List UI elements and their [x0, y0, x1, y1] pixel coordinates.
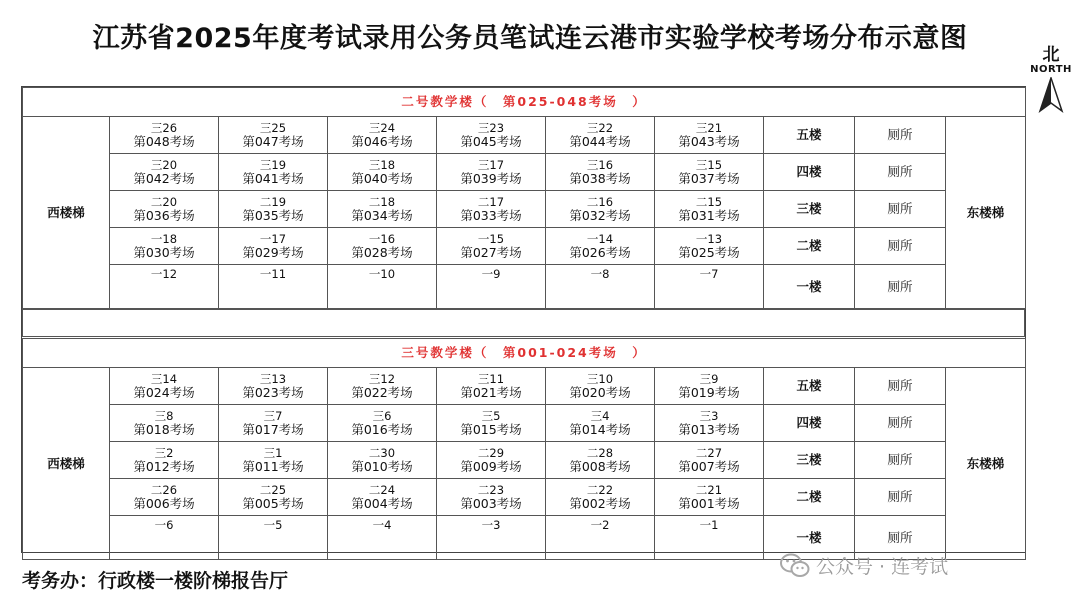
exam-room-label: 第048考场: [133, 133, 195, 149]
classroom-number: 一7: [699, 267, 719, 281]
classroom-cell: [437, 228, 546, 265]
toilet-label: 厕所: [855, 442, 946, 479]
classroom-number: 三21: [695, 120, 723, 135]
classroom-number: 三8: [154, 408, 174, 423]
classroom-number: 三5: [481, 408, 501, 423]
floor-label: 四楼: [764, 405, 855, 442]
classroom-number: 一10: [368, 267, 396, 281]
exam-room-label: 第023考场: [242, 384, 304, 400]
classroom-number: 一15: [477, 231, 505, 246]
classroom-cell: [219, 228, 328, 265]
floor-label: 五楼: [764, 368, 855, 405]
exam-room-label: 第016考场: [351, 421, 413, 437]
classroom-cell: [328, 117, 437, 154]
classroom-cell: [328, 154, 437, 191]
classroom-cell: [110, 442, 219, 479]
exam-room-label: 第018考场: [133, 421, 195, 437]
exam-room-label: 第045考场: [460, 133, 522, 149]
toilet-label: 厕所: [855, 117, 946, 154]
exam-room-label: 第002考场: [569, 495, 631, 511]
exam-room-label: 第035考场: [242, 207, 304, 223]
exam-room-label: 第036考场: [133, 207, 195, 223]
exam-room-label: 第008考场: [569, 458, 631, 474]
classroom-number: 二25: [259, 482, 287, 497]
classroom-number: 一2: [590, 518, 610, 532]
classroom-cell: [437, 265, 546, 309]
exam-room-label: 第009考场: [460, 458, 522, 474]
exam-room-label: 第038考场: [569, 170, 631, 186]
exam-room-label: 第014考场: [569, 421, 631, 437]
classroom-cell: [110, 117, 219, 154]
classroom-cell: [437, 368, 546, 405]
classroom-cell: [328, 228, 437, 265]
floor-row: [23, 265, 1026, 309]
classroom-number: 三12: [368, 371, 396, 386]
classroom-number: 二17: [477, 194, 505, 209]
floor-label: 二楼: [764, 479, 855, 516]
classroom-cell: [110, 516, 219, 560]
watermark: [780, 552, 948, 579]
classroom-number: 二27: [695, 445, 723, 460]
classroom-cell: [328, 368, 437, 405]
exam-room-label: 第027考场: [460, 244, 522, 260]
classroom-number: 三19: [259, 157, 287, 172]
classroom-number: 二30: [368, 445, 396, 460]
classroom-cell: [437, 117, 546, 154]
exam-room-label: 第012考场: [133, 458, 195, 474]
classroom-cell: [219, 368, 328, 405]
classroom-cell: [655, 154, 764, 191]
classroom-cell: [110, 154, 219, 191]
classroom-number: 一17: [259, 231, 287, 246]
floor-row: [23, 368, 1026, 405]
classroom-number: 二29: [477, 445, 505, 460]
exam-room-label: 第024考场: [133, 384, 195, 400]
classroom-number: 三13: [259, 371, 287, 386]
exam-room-label: 第032考场: [569, 207, 631, 223]
exam-room-label: 第033考场: [460, 207, 522, 223]
classroom-cell: [546, 479, 655, 516]
classroom-number: 三26: [150, 120, 178, 135]
toilet-label: 厕所: [855, 479, 946, 516]
exam-room-label: 第025考场: [678, 244, 740, 260]
classroom-number: 三7: [263, 408, 283, 423]
classroom-cell: [110, 191, 219, 228]
classroom-cell: [655, 368, 764, 405]
west-stair: 西楼梯: [23, 117, 110, 309]
exam-room-label: 第021考场: [460, 384, 522, 400]
classroom-number: 二19: [259, 194, 287, 209]
gap-cell: [23, 310, 1025, 337]
classroom-number: 二28: [586, 445, 614, 460]
compass-north-label: NORTH: [1030, 64, 1072, 75]
classroom-cell: [328, 442, 437, 479]
toilet-label: 厕所: [855, 368, 946, 405]
classroom-cell: [655, 117, 764, 154]
classroom-cell: [219, 479, 328, 516]
classroom-cell: [219, 117, 328, 154]
classroom-number: 一12: [150, 267, 178, 281]
classroom-cell: [437, 154, 546, 191]
exam-room-label: 第007考场: [678, 458, 740, 474]
classroom-cell: [328, 516, 437, 560]
exam-room-label: 第013考场: [678, 421, 740, 437]
classroom-number: 一9: [481, 267, 501, 281]
east-stair: 东楼梯: [946, 117, 1026, 309]
classroom-cell: [546, 117, 655, 154]
exam-room-label: 第029考场: [242, 244, 304, 260]
exam-room-label: 第042考场: [133, 170, 195, 186]
classroom-cell: [328, 265, 437, 309]
classroom-number: 三10: [586, 371, 614, 386]
classroom-number: 三3: [699, 408, 719, 423]
classroom-number: 三20: [150, 157, 178, 172]
classroom-number: 三4: [590, 408, 610, 423]
floor-label: 一楼: [764, 516, 855, 560]
exam-room-label: 第004考场: [351, 495, 413, 511]
classroom-cell: [546, 228, 655, 265]
exam-room-label: 第005考场: [242, 495, 304, 511]
building-gap: [22, 309, 1025, 337]
classroom-cell: [655, 516, 764, 560]
floor-row: [23, 442, 1026, 479]
classroom-number: 三1: [263, 445, 283, 460]
exam-room-label: 第019考场: [678, 384, 740, 400]
compass: [1024, 46, 1078, 118]
classroom-number: 三9: [699, 371, 719, 386]
classroom-cell: [437, 191, 546, 228]
classroom-cell: [546, 405, 655, 442]
classroom-cell: [546, 191, 655, 228]
classroom-number: 二24: [368, 482, 396, 497]
classroom-cell: [655, 479, 764, 516]
exam-room-label: 第046考场: [351, 133, 413, 149]
floor-label: 三楼: [764, 442, 855, 479]
floor-label: 五楼: [764, 117, 855, 154]
classroom-cell: [219, 191, 328, 228]
classroom-cell: [655, 191, 764, 228]
classroom-cell: [110, 228, 219, 265]
watermark-text: 公众号 · 连考试: [816, 556, 949, 578]
floor-label: 四楼: [764, 154, 855, 191]
exam-room-label: 第039考场: [460, 170, 522, 186]
exam-room-label: 第044考场: [569, 133, 631, 149]
classroom-number: 一11: [259, 267, 287, 281]
exam-room-label: 第010考场: [351, 458, 413, 474]
classroom-cell: [110, 368, 219, 405]
classroom-cell: [219, 516, 328, 560]
classroom-number: 三22: [586, 120, 614, 135]
north-arrow-icon: [1038, 77, 1064, 113]
classroom-cell: [546, 368, 655, 405]
classroom-number: 二22: [586, 482, 614, 497]
classroom-number: 三25: [259, 120, 287, 135]
classroom-number: 三15: [695, 157, 723, 172]
classroom-cell: [546, 516, 655, 560]
classroom-number: 三23: [477, 120, 505, 135]
classroom-number: 一14: [586, 231, 614, 246]
classroom-cell: [219, 405, 328, 442]
classroom-number: 三6: [372, 408, 392, 423]
toilet-label: 厕所: [855, 516, 946, 560]
floor-label: 二楼: [764, 228, 855, 265]
exam-room-label: 第015考场: [460, 421, 522, 437]
classroom-number: 一4: [372, 518, 392, 532]
building-2-table: [22, 87, 1026, 309]
classroom-cell: [328, 479, 437, 516]
exam-room-label: 第041考场: [242, 170, 304, 186]
exam-room-label: 第003考场: [460, 495, 522, 511]
exam-room-label: 第040考场: [351, 170, 413, 186]
floor-row: [23, 191, 1026, 228]
classroom-number: 一5: [263, 518, 283, 532]
classroom-cell: [219, 442, 328, 479]
floor-row: [23, 228, 1026, 265]
exam-room-label: 第034考场: [351, 207, 413, 223]
classroom-number: 一13: [695, 231, 723, 246]
toilet-label: 厕所: [855, 154, 946, 191]
floor-row: [23, 405, 1026, 442]
classroom-cell: [655, 405, 764, 442]
classroom-number: 三14: [150, 371, 178, 386]
exam-room-label: 第011考场: [242, 458, 304, 474]
classroom-number: 一6: [154, 518, 174, 532]
classroom-number: 三17: [477, 157, 505, 172]
classroom-cell: [655, 442, 764, 479]
toilet-label: 厕所: [855, 228, 946, 265]
floor-label: 一楼: [764, 265, 855, 309]
exam-room-label: 第043考场: [678, 133, 740, 149]
floor-label: 三楼: [764, 191, 855, 228]
classroom-cell: [546, 442, 655, 479]
classroom-cell: [437, 516, 546, 560]
building-3-table: [22, 338, 1026, 560]
exam-room-label: 第022考场: [351, 384, 413, 400]
floor-row: [23, 154, 1026, 191]
classroom-cell: [328, 405, 437, 442]
classroom-cell: [437, 442, 546, 479]
classroom-number: 二23: [477, 482, 505, 497]
classroom-cell: [110, 405, 219, 442]
floor-row: [23, 117, 1026, 154]
classroom-number: 一8: [590, 267, 610, 281]
wechat-icon: [780, 553, 810, 579]
exam-room-label: 第017考场: [242, 421, 304, 437]
classroom-number: 三16: [586, 157, 614, 172]
exam-room-label: 第026考场: [569, 244, 631, 260]
classroom-number: 二26: [150, 482, 178, 497]
classroom-number: 一16: [368, 231, 396, 246]
building-title: 三号教学楼（ 第001-024考场 ）: [23, 339, 1026, 368]
exam-room-label: 第037考场: [678, 170, 740, 186]
classroom-number: 三24: [368, 120, 396, 135]
exam-room-label: 第006考场: [133, 495, 195, 511]
east-stair: 东楼梯: [946, 368, 1026, 560]
classroom-number: 二20: [150, 194, 178, 209]
classroom-cell: [219, 265, 328, 309]
classroom-number: 一18: [150, 231, 178, 246]
exam-room-label: 第047考场: [242, 133, 304, 149]
exam-room-label: 第028考场: [351, 244, 413, 260]
classroom-cell: [110, 265, 219, 309]
classroom-number: 三2: [154, 445, 174, 460]
compass-bei-label: 北: [1042, 45, 1060, 65]
exam-room-label: 第030考场: [133, 244, 195, 260]
classroom-cell: [328, 191, 437, 228]
classroom-number: 二15: [695, 194, 723, 209]
toilet-label: 厕所: [855, 265, 946, 309]
classroom-number: 二21: [695, 482, 723, 497]
exam-room-label: 第031考场: [678, 207, 740, 223]
classroom-cell: [655, 265, 764, 309]
classroom-cell: [110, 479, 219, 516]
exam-room-label: 第020考场: [569, 384, 631, 400]
floor-row: [23, 479, 1026, 516]
west-stair: 西楼梯: [23, 368, 110, 560]
exam-room-label: 第001考场: [678, 495, 740, 511]
exam-office-note: 考务办：行政楼一楼阶梯报告厅: [22, 570, 289, 592]
classroom-cell: [437, 405, 546, 442]
classroom-number: 二18: [368, 194, 396, 209]
classroom-cell: [655, 228, 764, 265]
classroom-number: 二16: [586, 194, 614, 209]
toilet-label: 厕所: [855, 405, 946, 442]
classroom-number: 一1: [699, 518, 719, 532]
classroom-cell: [437, 479, 546, 516]
page-title: 江苏省2025年度考试录用公务员笔试连云港市实验学校考场分布示意图: [92, 23, 968, 54]
classroom-number: 三11: [477, 371, 505, 386]
classroom-cell: [219, 154, 328, 191]
classroom-cell: [546, 154, 655, 191]
classroom-number: 一3: [481, 518, 501, 532]
toilet-label: 厕所: [855, 191, 946, 228]
classroom-cell: [546, 265, 655, 309]
classroom-number: 三18: [368, 157, 396, 172]
building-title: 二号教学楼（ 第025-048考场 ）: [23, 88, 1026, 117]
